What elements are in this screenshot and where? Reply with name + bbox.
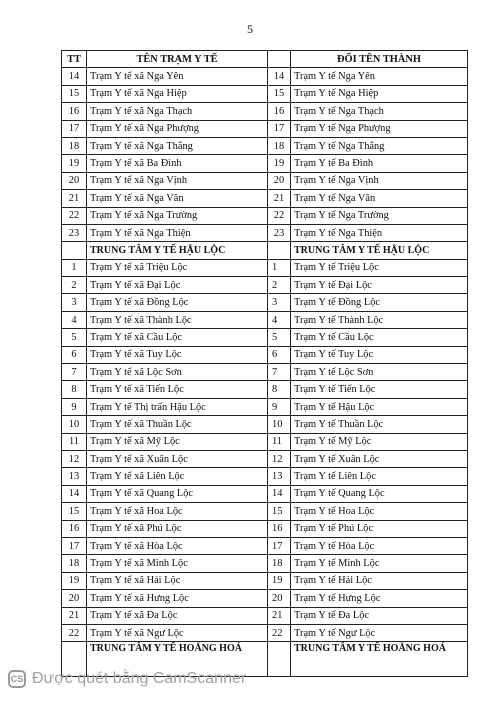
table-row [62, 364, 468, 381]
cell-station-name: Trạm Y tế xã Nga Trường [87, 207, 268, 224]
table-row [62, 520, 468, 537]
cell-tt: 2 [62, 277, 87, 294]
cell-new-name: Trạm Y tế Hòa Lộc [291, 537, 468, 554]
cell-tt: 19 [62, 572, 87, 589]
cell-tt-new: 20 [268, 172, 291, 189]
cell-new-name: Trạm Y tế Thành Lộc [291, 311, 468, 328]
table-row [62, 120, 468, 137]
cell-tt: 1 [62, 259, 87, 276]
cell-tt: 18 [62, 555, 87, 572]
table-row [62, 137, 468, 154]
cell-station-name: Trạm Y tế xã Minh Lộc [87, 555, 268, 572]
section-row [62, 242, 468, 259]
cell-station-name: Trạm Y tế xã Hòa Lộc [87, 537, 268, 554]
camscanner-icon: CS [8, 670, 26, 688]
cell-tt: 14 [62, 68, 87, 85]
table-row [62, 190, 468, 207]
cell-new-name: Trạm Y tế Hậu Lộc [291, 398, 468, 415]
cell-new-name: Trạm Y tế Nga Thiện [291, 224, 468, 241]
cell-tt: 13 [62, 468, 87, 485]
cell-station-name: Trạm Y tế xã Nga Hiệp [87, 85, 268, 102]
cell-tt: 22 [62, 207, 87, 224]
cell-station-name: Trạm Y tế xã Xuân Lộc [87, 450, 268, 467]
table-row [62, 68, 468, 85]
table-row [62, 259, 468, 276]
table-row [62, 485, 468, 502]
table-row [62, 311, 468, 328]
camscanner-watermark [8, 668, 246, 690]
cell-tt-new: 10 [268, 416, 291, 433]
cell-new-name: Trạm Y tế Liên Lộc [291, 468, 468, 485]
cell-tt-new: 23 [268, 224, 291, 241]
cell-new-name: Trạm Y tế Nga Yên [291, 68, 468, 85]
cell-new-name: Trạm Y tế Nga Văn [291, 190, 468, 207]
cell-new-name: Trạm Y tế Đại Lộc [291, 277, 468, 294]
cell-station-name: Trạm Y tế xã Liên Lộc [87, 468, 268, 485]
table-row [62, 572, 468, 589]
cell-tt: 22 [62, 624, 87, 641]
cell-new-name: Trạm Y tế Tuy Lộc [291, 346, 468, 363]
cell-tt-new: 3 [268, 294, 291, 311]
cell-new-name: Trạm Y tế Minh Lộc [291, 555, 468, 572]
header-blank [268, 51, 291, 68]
cell-tt-new: 15 [268, 85, 291, 102]
cell-tt-new: 21 [268, 607, 291, 624]
section-new-name: TRUNG TÂM Y TẾ HOẰNG HOÁ [291, 642, 468, 677]
cell-tt: 15 [62, 503, 87, 520]
cell-tt-new: 19 [268, 572, 291, 589]
cell-station-name: Trạm Y tế xã Nga Yên [87, 68, 268, 85]
cell-tt-new: 16 [268, 520, 291, 537]
cell-tt: 10 [62, 416, 87, 433]
cell-tt-new: 17 [268, 537, 291, 554]
cell-station-name: Trạm Y tế xã Tuy Lộc [87, 346, 268, 363]
cell-new-name: Trạm Y tế Cầu Lộc [291, 329, 468, 346]
cell-new-name: Trạm Y tế Xuân Lộc [291, 450, 468, 467]
table-row [62, 590, 468, 607]
cell-tt: 5 [62, 329, 87, 346]
table-row [62, 381, 468, 398]
cell-tt-new: 17 [268, 120, 291, 137]
cell-new-name: Trạm Y tế Nga Phượng [291, 120, 468, 137]
cell-new-name: Trạm Y tế Triệu Lộc [291, 259, 468, 276]
cell-station-name: Trạm Y tế xã Triệu Lộc [87, 259, 268, 276]
cell-tt-new: 7 [268, 364, 291, 381]
cell-tt: 18 [62, 137, 87, 154]
cell-station-name: Trạm Y tế xã Nga Phượng [87, 120, 268, 137]
cell-tt: 16 [62, 103, 87, 120]
table-row [62, 155, 468, 172]
cell-station-name: Trạm Y tế xã Ngư Lộc [87, 624, 268, 641]
cell-tt: 15 [62, 85, 87, 102]
cell-new-name: Trạm Y tế Đa Lộc [291, 607, 468, 624]
cell-tt-new: 11 [268, 433, 291, 450]
section-tt2-empty [268, 242, 291, 259]
table-row [62, 294, 468, 311]
table-row [62, 537, 468, 554]
cell-tt-new: 21 [268, 190, 291, 207]
cell-tt: 17 [62, 537, 87, 554]
cell-station-name: Trạm Y tế xã Mỹ Lộc [87, 433, 268, 450]
cell-tt-new: 20 [268, 590, 291, 607]
section-name: TRUNG TÂM Y TẾ HOẰNG HOÁ [87, 642, 268, 677]
table-row [62, 224, 468, 241]
table-row [62, 468, 468, 485]
cell-tt: 20 [62, 172, 87, 189]
cell-new-name: Trạm Y tế Nga Trường [291, 207, 468, 224]
health-station-rename-table [61, 50, 468, 677]
table-row [62, 433, 468, 450]
cell-station-name: Trạm Y tế xã Thành Lộc [87, 311, 268, 328]
cell-tt-new: 18 [268, 555, 291, 572]
cell-station-name: Trạm Y tế xã Đại Lộc [87, 277, 268, 294]
cell-tt: 12 [62, 450, 87, 467]
table-row [62, 277, 468, 294]
cell-tt-new: 8 [268, 381, 291, 398]
table-row [62, 503, 468, 520]
cell-tt: 21 [62, 190, 87, 207]
section-tt2-empty [268, 642, 291, 677]
cell-station-name: Trạm Y tế xã Phú Lộc [87, 520, 268, 537]
cell-tt-new: 22 [268, 624, 291, 641]
cell-tt-new: 1 [268, 259, 291, 276]
cell-tt-new: 18 [268, 137, 291, 154]
header-station-name: TÊN TRẠM Y TẾ [87, 51, 268, 68]
camscanner-text: Được quét bằng CamScanner [32, 670, 247, 687]
cell-tt: 3 [62, 294, 87, 311]
cell-new-name: Trạm Y tế Nga Hiệp [291, 85, 468, 102]
cell-new-name: Trạm Y tế Ngư Lộc [291, 624, 468, 641]
cell-station-name: Trạm Y tế xã Nga Thiện [87, 224, 268, 241]
table-row [62, 103, 468, 120]
cell-tt: 4 [62, 311, 87, 328]
cell-tt: 20 [62, 590, 87, 607]
table-row [62, 346, 468, 363]
cell-tt-new: 6 [268, 346, 291, 363]
cell-tt: 7 [62, 364, 87, 381]
cell-new-name: Trạm Y tế Nga Thạch [291, 103, 468, 120]
table-row [62, 555, 468, 572]
cell-tt-new: 14 [268, 68, 291, 85]
cell-new-name: Trạm Y tế Ba Đình [291, 155, 468, 172]
cell-tt: 11 [62, 433, 87, 450]
table-row [62, 624, 468, 641]
cell-new-name: Trạm Y tế Quang Lộc [291, 485, 468, 502]
cell-tt: 23 [62, 224, 87, 241]
cell-new-name: Trạm Y tế Nga Thắng [291, 137, 468, 154]
cell-station-name: Trạm Y tế xã Hải Lộc [87, 572, 268, 589]
cell-tt-new: 14 [268, 485, 291, 502]
cell-station-name: Trạm Y tế xã Nga Thạch [87, 103, 268, 120]
header-tt: TT [62, 51, 87, 68]
table-row [62, 172, 468, 189]
cell-new-name: Trạm Y tế Hải Lộc [291, 572, 468, 589]
table-row [62, 450, 468, 467]
cell-station-name: Trạm Y tế xã Nga Văn [87, 190, 268, 207]
cell-station-name: Trạm Y tế xã Đa Lộc [87, 607, 268, 624]
cell-tt: 16 [62, 520, 87, 537]
cell-station-name: Trạm Y tế xã Đồng Lộc [87, 294, 268, 311]
cell-new-name: Trạm Y tế Mỹ Lộc [291, 433, 468, 450]
cell-station-name: Trạm Y tế xã Hoa Lộc [87, 503, 268, 520]
section-new-name: TRUNG TÂM Y TẾ HẬU LỘC [291, 242, 468, 259]
cell-tt-new: 12 [268, 450, 291, 467]
cell-tt: 6 [62, 346, 87, 363]
cell-tt: 21 [62, 607, 87, 624]
cell-station-name: Trạm Y tế xã Cầu Lộc [87, 329, 268, 346]
cell-tt-new: 2 [268, 277, 291, 294]
cell-tt-new: 13 [268, 468, 291, 485]
table-row [62, 416, 468, 433]
cell-tt-new: 4 [268, 311, 291, 328]
cell-new-name: Trạm Y tế Phú Lộc [291, 520, 468, 537]
cell-station-name: Trạm Y tế xã Ba Đình [87, 155, 268, 172]
table-header-row [62, 51, 468, 68]
table-row [62, 398, 468, 415]
cell-new-name: Trạm Y tế Tiến Lộc [291, 381, 468, 398]
cell-tt: 14 [62, 485, 87, 502]
cell-station-name: Trạm Y tế xã Nga Vịnh [87, 172, 268, 189]
cell-station-name: Trạm Y tế xã Thuần Lộc [87, 416, 268, 433]
cell-tt: 8 [62, 381, 87, 398]
cell-tt: 19 [62, 155, 87, 172]
cell-new-name: Trạm Y tế Thuần Lộc [291, 416, 468, 433]
cell-tt-new: 5 [268, 329, 291, 346]
cell-tt: 9 [62, 398, 87, 415]
cell-new-name: Trạm Y tế Lộc Sơn [291, 364, 468, 381]
cell-station-name: Trạm Y tế Thị trấn Hậu Lộc [87, 398, 268, 415]
cell-station-name: Trạm Y tế xã Hưng Lộc [87, 590, 268, 607]
cell-tt-new: 9 [268, 398, 291, 415]
table-row [62, 329, 468, 346]
cell-new-name: Trạm Y tế Hưng Lộc [291, 590, 468, 607]
cell-new-name: Trạm Y tế Hoa Lộc [291, 503, 468, 520]
cell-new-name: Trạm Y tế Nga Vịnh [291, 172, 468, 189]
cell-tt-new: 22 [268, 207, 291, 224]
cell-tt-new: 16 [268, 103, 291, 120]
cell-station-name: Trạm Y tế xã Tiến Lộc [87, 381, 268, 398]
cell-tt: 17 [62, 120, 87, 137]
cell-station-name: Trạm Y tế xã Lộc Sơn [87, 364, 268, 381]
table-row [62, 607, 468, 624]
table-row [62, 207, 468, 224]
cell-station-name: Trạm Y tế xã Quang Lộc [87, 485, 268, 502]
section-name: TRUNG TÂM Y TẾ HẬU LỘC [87, 242, 268, 259]
cell-tt-new: 15 [268, 503, 291, 520]
cell-station-name: Trạm Y tế xã Nga Thắng [87, 137, 268, 154]
section-tt-empty [62, 242, 87, 259]
page-number: 5 [247, 22, 253, 36]
header-rename-to: ĐỔI TÊN THÀNH [291, 51, 468, 68]
cell-tt-new: 19 [268, 155, 291, 172]
cell-new-name: Trạm Y tế Đồng Lộc [291, 294, 468, 311]
table-row [62, 85, 468, 102]
